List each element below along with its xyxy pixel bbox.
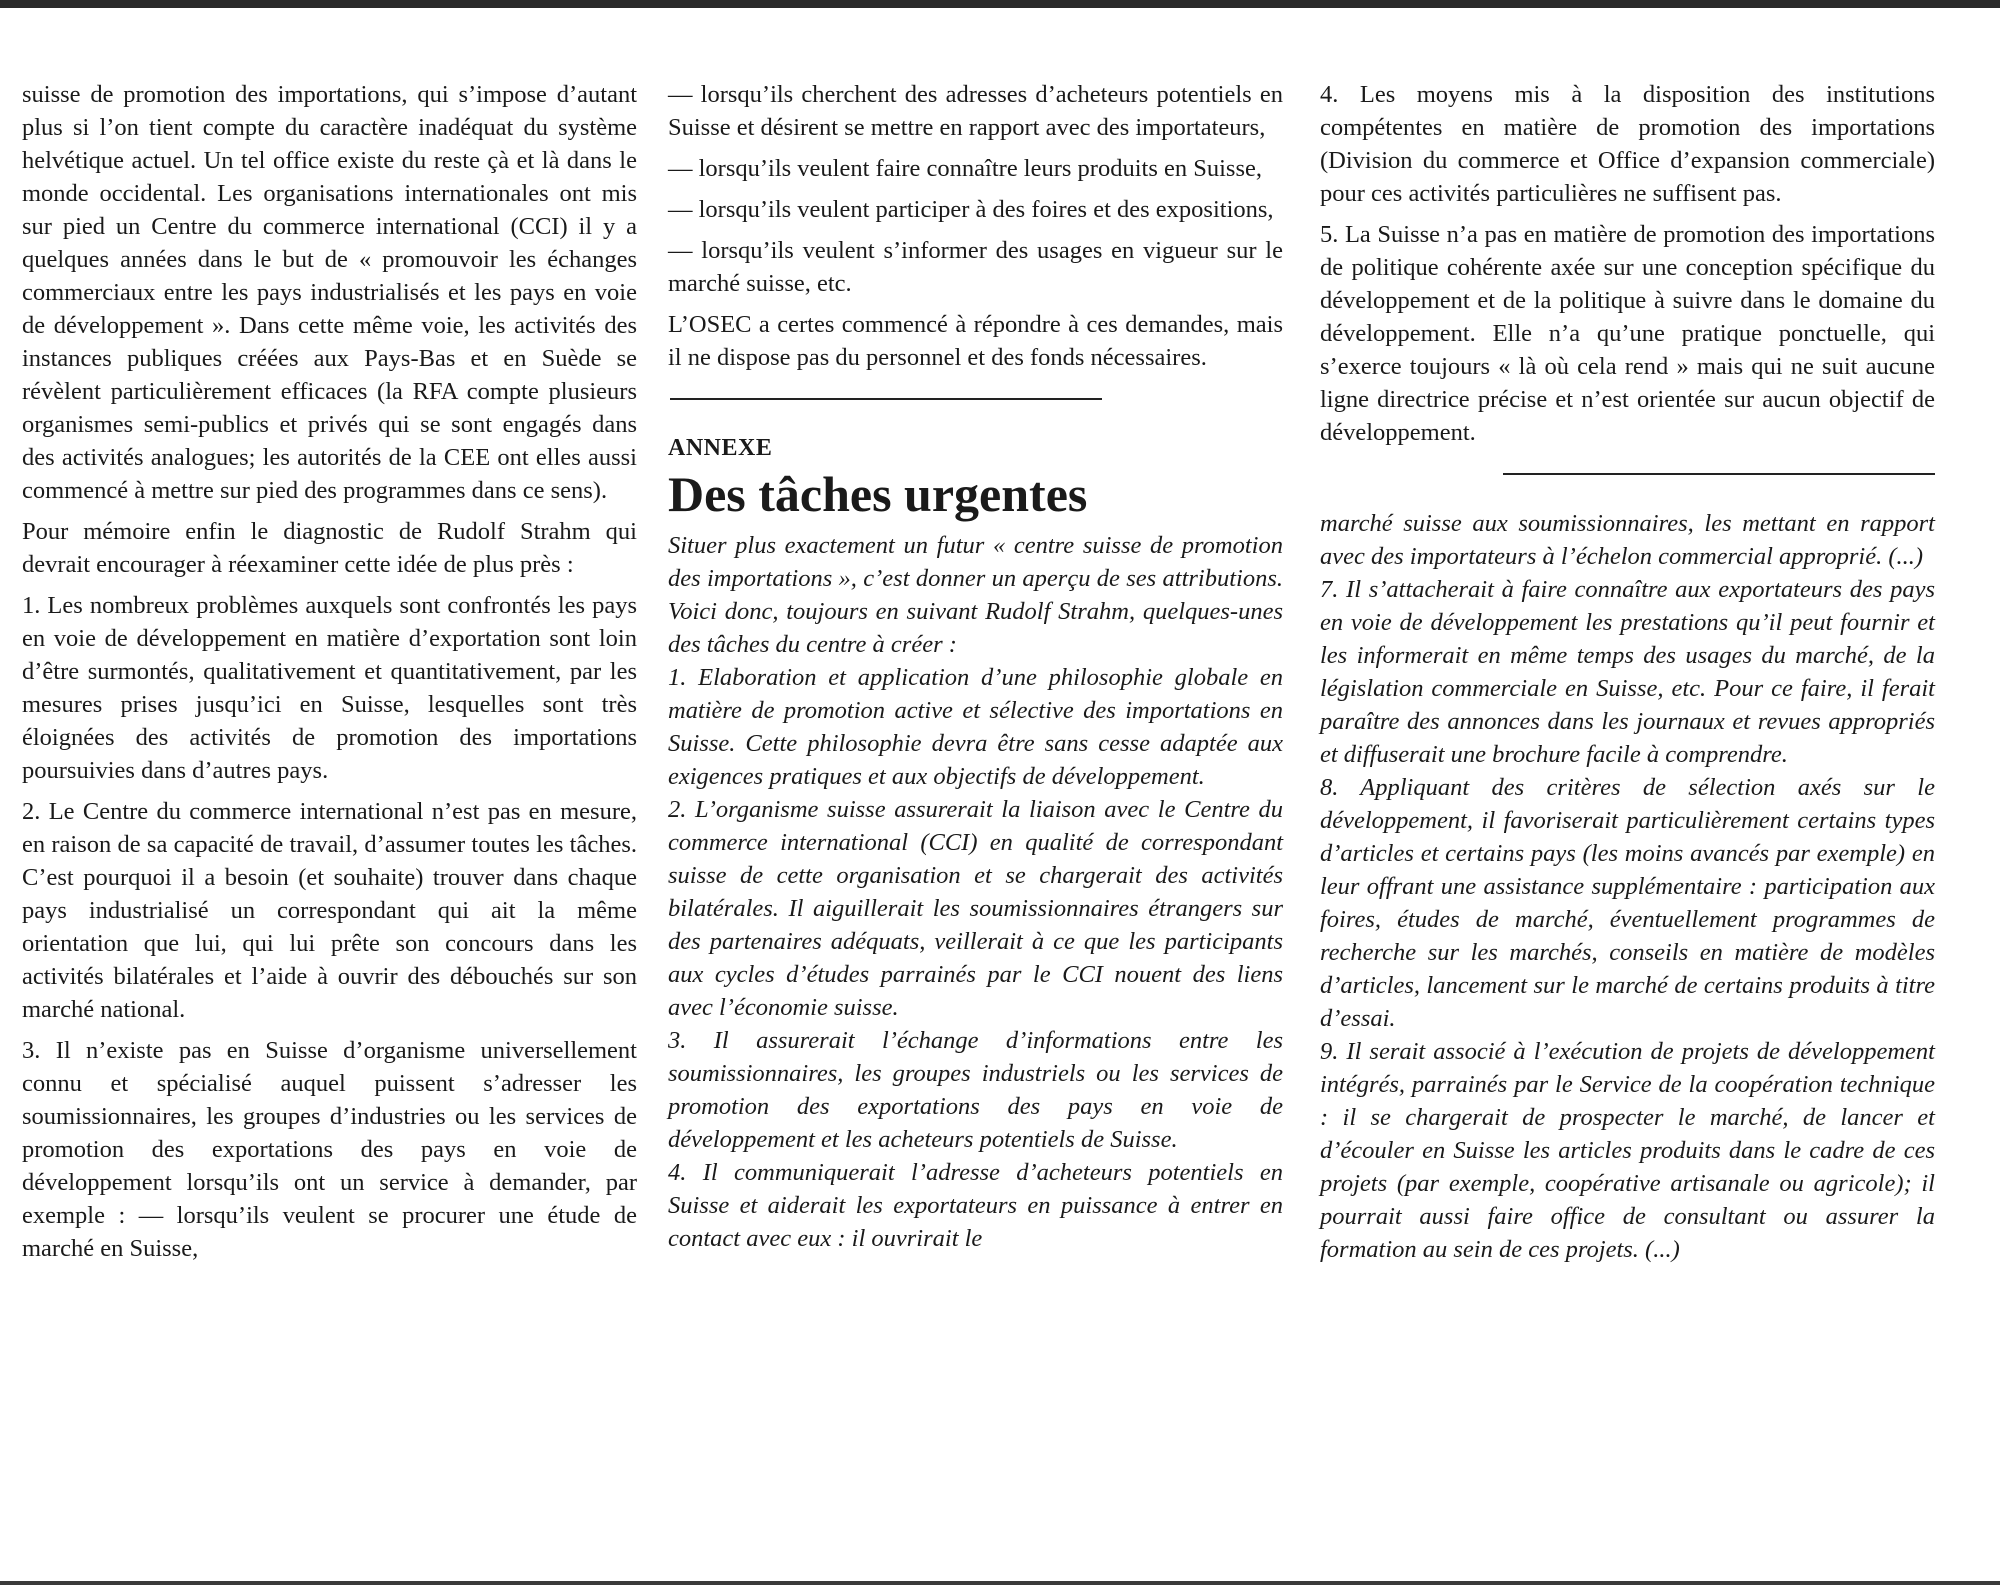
paragraph: Pour mémoire enfin le diagnostic de Rudolf Strahm qui devrait encourager à réexaminer cette idée de plus près : <box>22 518 637 578</box>
paragraph: marché suisse aux soumissionnaires, les mettant en rapport avec des importateurs à l’échelon commercial approprié. (...) <box>1320 510 1935 570</box>
column-1 <box>22 78 637 1273</box>
paragraph: — lorsqu’ils veulent faire connaître leurs produits en Suisse, <box>668 155 1262 182</box>
top-rule <box>0 0 2000 8</box>
annexe-body <box>668 529 1283 1255</box>
paragraph: 8. Appliquant des critères de sélection axés sur le développement, il favoriserait particulièrement certains types d’articles et certains pays (les moins avancés par exemple) en leur offrant une assistance supplémentaire : participation aux foires, études de marché, éventuellement programmes de recherche sur les marchés, conseils en matière de modèles d’articles, lancement sur le marché de certains produits à titre d’essai. <box>1320 774 1935 1032</box>
annexe-label: ANNEXE <box>668 435 773 461</box>
paragraph: Situer plus exactement un futur « centre suisse de promotion des importations », c’est donner un aperçu de ses attributions. Voici donc, toujours en suivant Rudolf Strahm, quelques-unes des tâches du centre à créer : <box>668 532 1283 658</box>
section-divider <box>1503 473 1935 475</box>
paragraph: 9. Il serait associé à l’exécution de projets de développement intégrés, parrainés par le Service de la coopération technique : il se chargerait de prospecter le marché, de lancer et d’écouler en Suisse les articles produits dans le cadre de ces projets (par exemple, coopérative artisanale ou agricole); il pourrait aussi faire office de consultant ou assurer la formation au sein de ces projets. (...) <box>1320 1038 1935 1263</box>
paragraph: 1. Les nombreux problèmes auxquels sont confrontés les pays en voie de développement en matière d’exportation sont loin d’être surmontés, qualitativement et quantitativement, par les mesures prises jusqu’ici en Suisse, lesquelles sont très éloignées des activités de promotion des importations poursuivies dans d’autres pays. <box>22 592 637 784</box>
paragraph: 4. Les moyens mis à la disposition des institutions compétentes en matière de promotion des importations (Division du commerce et Office d’expansion commerciale) pour ces activités particulières ne suffisent pas. <box>1320 81 1935 207</box>
bottom-rule <box>0 1581 2000 1585</box>
paragraph: L’OSEC a certes commencé à répondre à ces demandes, mais il ne dispose pas du personnel et des fonds nécessaires. <box>668 311 1283 371</box>
paragraph: — lorsqu’ils veulent s’informer des usages en vigueur sur le marché suisse, etc. <box>668 237 1283 297</box>
paragraph: 5. La Suisse n’a pas en matière de promotion des importations de politique cohérente axée sur une conception spécifique du développement et de la politique à suivre dans le domaine du développement. Elle n’a qu’une pratique ponctuelle, qui s’exerce toujours « là où cela rend » mais qui ne suit aucune ligne directrice précise et n’est orientée sur aucun objectif de développement. <box>1320 221 1935 446</box>
paragraph: 1. Elaboration et application d’une philosophie globale en matière de promotion active et sélective des importations en Suisse. Cette philosophie devra être sans cesse adaptée aux exigences pratiques et aux objectifs de développement. <box>668 664 1283 790</box>
column-3 <box>1320 78 1935 1266</box>
paragraph: — lorsqu’ils veulent participer à des foires et des expositions, <box>668 196 1274 223</box>
section-divider <box>670 398 1102 400</box>
paragraph: — lorsqu’ils cherchent des adresses d’acheteurs potentiels en Suisse et désirent se mettre en rapport avec des importateurs, <box>668 81 1283 141</box>
paragraph: 4. Il communiquerait l’adresse d’acheteurs potentiels en Suisse et aiderait les exportateurs en puissance à entrer en contact avec eux : il ouvrirait le <box>668 1159 1283 1252</box>
annexe-body-continued <box>1320 507 1935 1266</box>
paragraph: 7. Il s’attacherait à faire connaître aux exportateurs des pays en voie de développement les prestations qu’il peut fournir et les informerait en même temps des usages du marché, de la législation commerciale en Suisse, etc. Pour ce faire, il ferait paraître des annonces dans les journaux et revues appropriés et diffuserait une brochure facile à comprendre. <box>1320 576 1935 768</box>
paragraph: 3. Il n’existe pas en Suisse d’organisme universellement connu et spécialisé auquel puissent s’adresser les soumissionnaires, les groupes d’industries ou les services de promotion des exportations des pays en voie de développement lorsqu’ils ont un service à demander, par exemple : — lorsqu’ils veulent se procurer une étude de marché en Suisse, <box>22 1037 637 1262</box>
paragraph: suisse de promotion des importations, qui s’impose d’autant plus si l’on tient compte du caractère inadéquat du système helvétique actuel. Un tel office existe du reste çà et là dans le monde occidental. Les organisations internationales ont mis sur pied un Centre du commerce international (CCI) il y a quelques années dans le but de « promouvoir les échanges commerciaux entre les pays industrialisés et les pays en voie de développement ». Dans cette même voie, les activités des instances publiques créées aux Pays-Bas et en Suède se révèlent particulièrement efficaces (la RFA compte plusieurs organismes semi-publics et privés qui se sont engagés dans des activités analogues; les autorités de la CEE ont elles aussi commencé à mettre sur pied des programmes dans ce sens). <box>22 81 637 504</box>
column-2 <box>668 78 1283 1255</box>
paragraph: 2. L’organisme suisse assurerait la liaison avec le Centre du commerce international (CCI) en qualité de correspondant suisse de cette organisation et se chargerait des activités bilatérales. Il aiguillerait les soumissionnaires étrangers sur des partenaires adéquats, veillerait à ce que les participants aux cycles d’études parrainés par le CCI nouent des liens avec l’économie suisse. <box>668 796 1283 1021</box>
annexe-headline: Des tâches urgentes <box>668 466 1088 522</box>
paragraph: 2. Le Centre du commerce international n’est pas en mesure, en raison de sa capacité de travail, d’assumer toutes les tâches. C’est pourquoi il a besoin (et souhaite) trouver dans chaque pays industrialisé un correspondant qui ait la même orientation que lui, qui lui prête son concours dans les activités bilatérales et l’aide à ouvrir des débouchés sur son marché national. <box>22 798 637 1023</box>
paragraph: 3. Il assurerait l’échange d’informations entre les soumissionnaires, les groupes industriels ou les services de promotion des exportations des pays en voie de développement et les acheteurs potentiels de Suisse. <box>668 1027 1283 1153</box>
